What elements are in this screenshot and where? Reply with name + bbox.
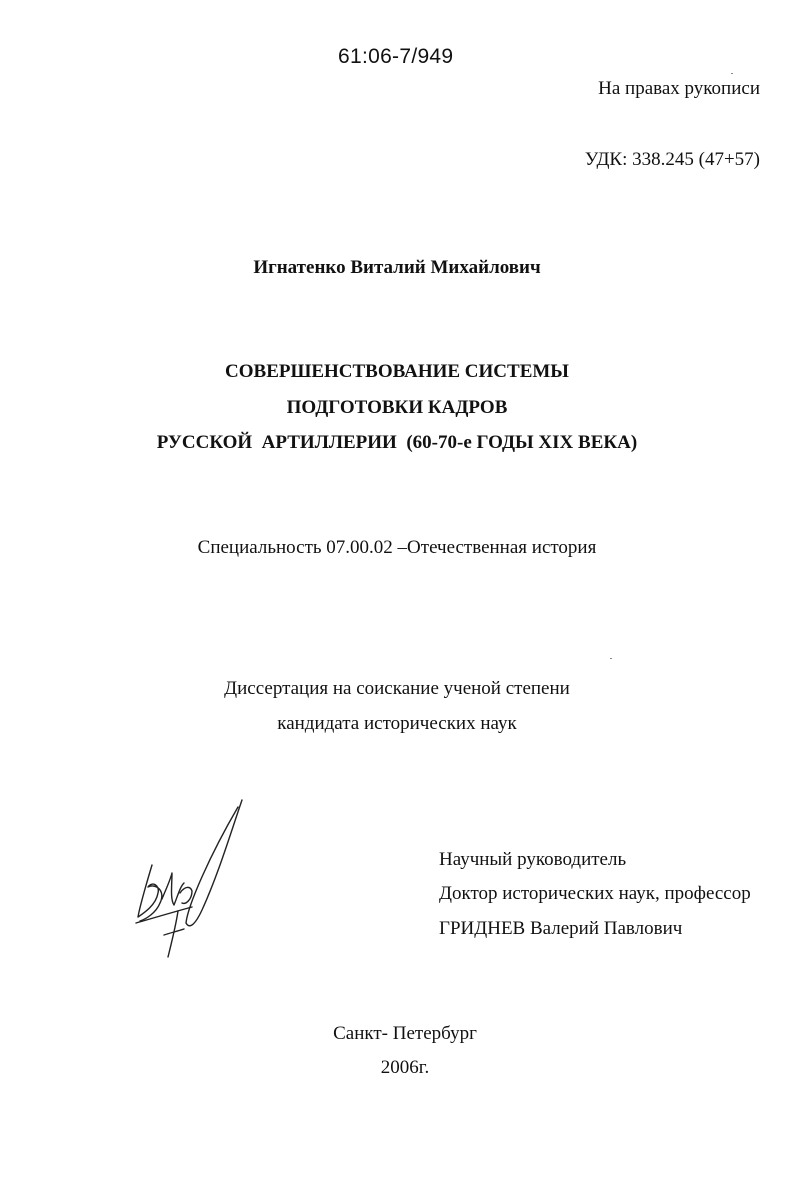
specialty: Специальность 07.00.02 –Отечественная история xyxy=(197,537,597,558)
author-name: Игнатенко Виталий Михайлович xyxy=(253,257,541,278)
supervisor-name: ГРИДНЕВ Валерий Павлович xyxy=(439,918,683,939)
degree-line-1: Диссертация на соискание ученой степени xyxy=(224,678,570,699)
paper-speck xyxy=(731,73,733,74)
archive-code: 61:06-7/949 xyxy=(338,45,454,68)
supervisor-rank: Доктор исторических наук, профессор xyxy=(439,883,751,904)
rights-note: На правах рукописи xyxy=(598,78,760,99)
degree-line-2: кандидата исторических наук xyxy=(277,713,517,734)
city: Санкт- Петербург xyxy=(333,1023,477,1044)
year: 2006г. xyxy=(380,1057,430,1078)
paper-speck xyxy=(610,658,612,659)
title-line-2: ПОДГОТОВКИ КАДРОВ xyxy=(286,397,508,418)
handwritten-signature xyxy=(130,795,260,965)
supervisor-label: Научный руководитель xyxy=(439,849,627,870)
title-line-1: СОВЕРШЕНСТВОВАНИЕ СИСТЕМЫ xyxy=(225,361,569,382)
udc-code: УДК: 338.245 (47+57) xyxy=(584,149,760,170)
title-line-3: РУССКОЙ АРТИЛЛЕРИИ (60-70-е ГОДЫ XIX ВЕКА) xyxy=(156,432,638,453)
